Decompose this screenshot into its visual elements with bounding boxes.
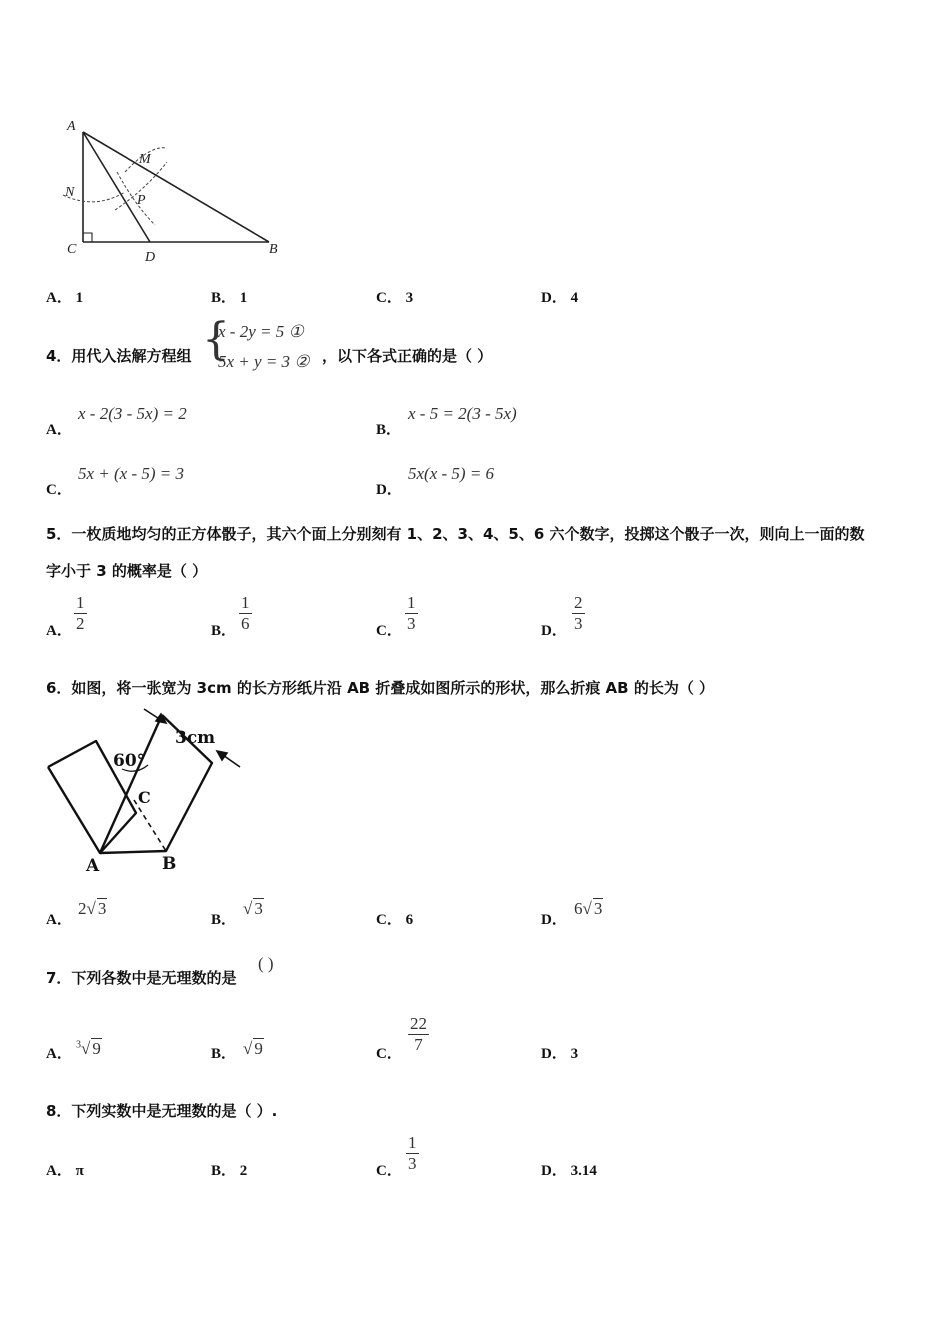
q4-option-b-label[interactable]: B． (376, 422, 402, 438)
numerator: 1 (241, 593, 250, 612)
bisector-ad (83, 132, 150, 242)
option-value: 3.14 (570, 1163, 597, 1179)
option-value: π (75, 1163, 84, 1179)
label-b: B (162, 854, 177, 874)
denominator: 6 (241, 613, 250, 633)
q5-stem-line2: 字小于 3 的概率是（ ） (46, 562, 208, 580)
q4-option-b-value[interactable]: x - 5 = 2(3 - 5x) (408, 404, 517, 423)
q3-option-a[interactable] (46, 286, 83, 307)
numerator: 1 (407, 593, 416, 612)
angle-label: 60° (113, 751, 146, 771)
option-label: B． (211, 290, 237, 306)
denominator: 3 (407, 613, 416, 633)
numerator: 2 (574, 593, 583, 612)
q7-answer-paren: ( ) (258, 954, 274, 973)
right-angle-mark (83, 233, 92, 242)
option-value: 1 (75, 290, 84, 306)
q6-option-a-value[interactable]: 2√ 3 (78, 899, 107, 918)
numerator: 22 (410, 1014, 427, 1033)
q6-option-d-label[interactable]: D． (541, 912, 567, 928)
q6-option-b-value[interactable]: √ 3 (243, 899, 263, 918)
q8-option-a[interactable] (46, 1159, 84, 1180)
q6-option-b-label[interactable]: B． (211, 912, 237, 928)
q5-stem-line1: 5．一枚质地均匀的正方体骰子，其六个面上分别刻有 1、2、3、4、5、6 六个数字，投掷这个骰子一次，则向上一面的数 (46, 525, 865, 543)
q7-stem: 7．下列各数中是无理数的是 (46, 969, 237, 987)
coefficient: 6 (574, 899, 583, 918)
q3-option-c[interactable] (376, 286, 413, 307)
label-d: D (145, 250, 156, 265)
option-label: A． (46, 1163, 72, 1179)
option-value: 4 (570, 290, 579, 306)
q7-option-b-label[interactable]: B． (211, 1046, 237, 1062)
q6-folded-strip-figure (40, 705, 250, 875)
q8-option-c-fraction[interactable] (406, 1133, 419, 1173)
q6-option-c[interactable] (376, 908, 413, 929)
label-a: A (86, 856, 100, 875)
radicand: 9 (254, 1039, 263, 1058)
option-value: 6 (405, 912, 414, 928)
label-a: A (67, 119, 76, 134)
q3-option-d[interactable] (541, 286, 578, 307)
q4-stem-prefix: 4．用代入法解方程组 (46, 347, 192, 365)
option-label: C． (376, 290, 402, 306)
denominator: 3 (574, 613, 583, 633)
option-value: 1 (239, 290, 248, 306)
q7-option-a-value[interactable]: $^3$√ 9 (76, 1039, 101, 1058)
option-label: A． (46, 290, 72, 306)
q5-option-d-label[interactable]: D． (541, 623, 567, 639)
numerator: 1 (76, 593, 85, 612)
radicand: 3 (593, 899, 603, 918)
option-label: C． (376, 912, 402, 928)
q5-option-c-label[interactable]: C． (376, 623, 402, 639)
q4-equation-1: x - 2y = 5 ① (218, 322, 304, 341)
q4-system-brace: { (202, 314, 230, 365)
denominator: 3 (408, 1153, 417, 1173)
q8-option-c-label[interactable]: C． (376, 1163, 402, 1179)
radicand: 3 (254, 899, 263, 918)
q4-stem-suffix: ，以下各式正确的是（ ） (322, 347, 493, 365)
label-n: N (65, 185, 75, 200)
radicand: 9 (92, 1039, 101, 1058)
q4-option-a-value[interactable]: x - 2(3 - 5x) = 2 (78, 404, 187, 423)
q7-option-a-label[interactable]: A． (46, 1046, 72, 1062)
q7-option-d[interactable] (541, 1042, 578, 1063)
q6-option-a-label[interactable]: A． (46, 912, 72, 928)
option-value: 2 (239, 1163, 248, 1179)
width-label: 3cm (175, 728, 216, 748)
q5-option-a-fraction[interactable] (74, 593, 87, 633)
label-c: C (138, 788, 151, 807)
q8-option-b[interactable] (211, 1159, 247, 1180)
q3-option-b[interactable] (211, 286, 247, 307)
arrowhead-right (217, 751, 227, 760)
q5-option-d-fraction[interactable] (572, 593, 585, 633)
q3-triangle-figure (55, 110, 295, 270)
label-b: B (269, 242, 278, 257)
q7-option-b-value[interactable]: √ 9 (243, 1039, 263, 1058)
denominator: 2 (76, 613, 85, 633)
q5-option-c-fraction[interactable] (405, 593, 418, 633)
label-p: P (137, 193, 146, 208)
option-value: 3 (405, 290, 414, 306)
numerator: 1 (408, 1133, 417, 1152)
q4-equation-2: 5x + y = 3 ② (218, 352, 310, 371)
q4-option-a-label[interactable]: A． (46, 422, 72, 438)
q5-option-b-label[interactable]: B． (211, 623, 237, 639)
option-value: 3 (570, 1046, 579, 1062)
option-label: B． (211, 1163, 237, 1179)
q6-option-d-value[interactable]: 6√ 3 (574, 899, 603, 918)
q7-option-c-fraction[interactable] (408, 1014, 429, 1054)
q4-option-d-label[interactable]: D． (376, 482, 402, 498)
q8-stem: 8．下列实数中是无理数的是（ ）. (46, 1102, 278, 1120)
q6-stem: 6．如图，将一张宽为 3cm 的长方形纸片沿 AB 折叠成如图所示的形状，那么折痕 AB 的长为（ ） (46, 679, 715, 697)
radicand: 3 (97, 899, 107, 918)
q4-option-c-value[interactable]: 5x + (x - 5) = 3 (78, 464, 185, 483)
option-label: D． (541, 1046, 567, 1062)
q4-option-c-label[interactable]: C． (46, 482, 72, 498)
q5-option-a-label[interactable]: A． (46, 623, 72, 639)
q4-option-d-value[interactable]: 5x(x - 5) = 6 (408, 464, 495, 483)
right-strip-inner (100, 715, 162, 853)
option-label: D． (541, 290, 567, 306)
q7-option-c-label[interactable]: C． (376, 1046, 402, 1062)
hidden-edge (134, 800, 166, 851)
denominator: 7 (414, 1034, 423, 1054)
root-index: 3 (76, 1039, 81, 1051)
label-c: C (67, 242, 77, 257)
option-label: D． (541, 1163, 567, 1179)
side-ab (83, 132, 269, 242)
q8-option-d[interactable] (541, 1159, 597, 1180)
q5-option-b-fraction[interactable] (239, 593, 252, 633)
label-m: M (139, 152, 151, 167)
coefficient: 2 (78, 899, 87, 918)
